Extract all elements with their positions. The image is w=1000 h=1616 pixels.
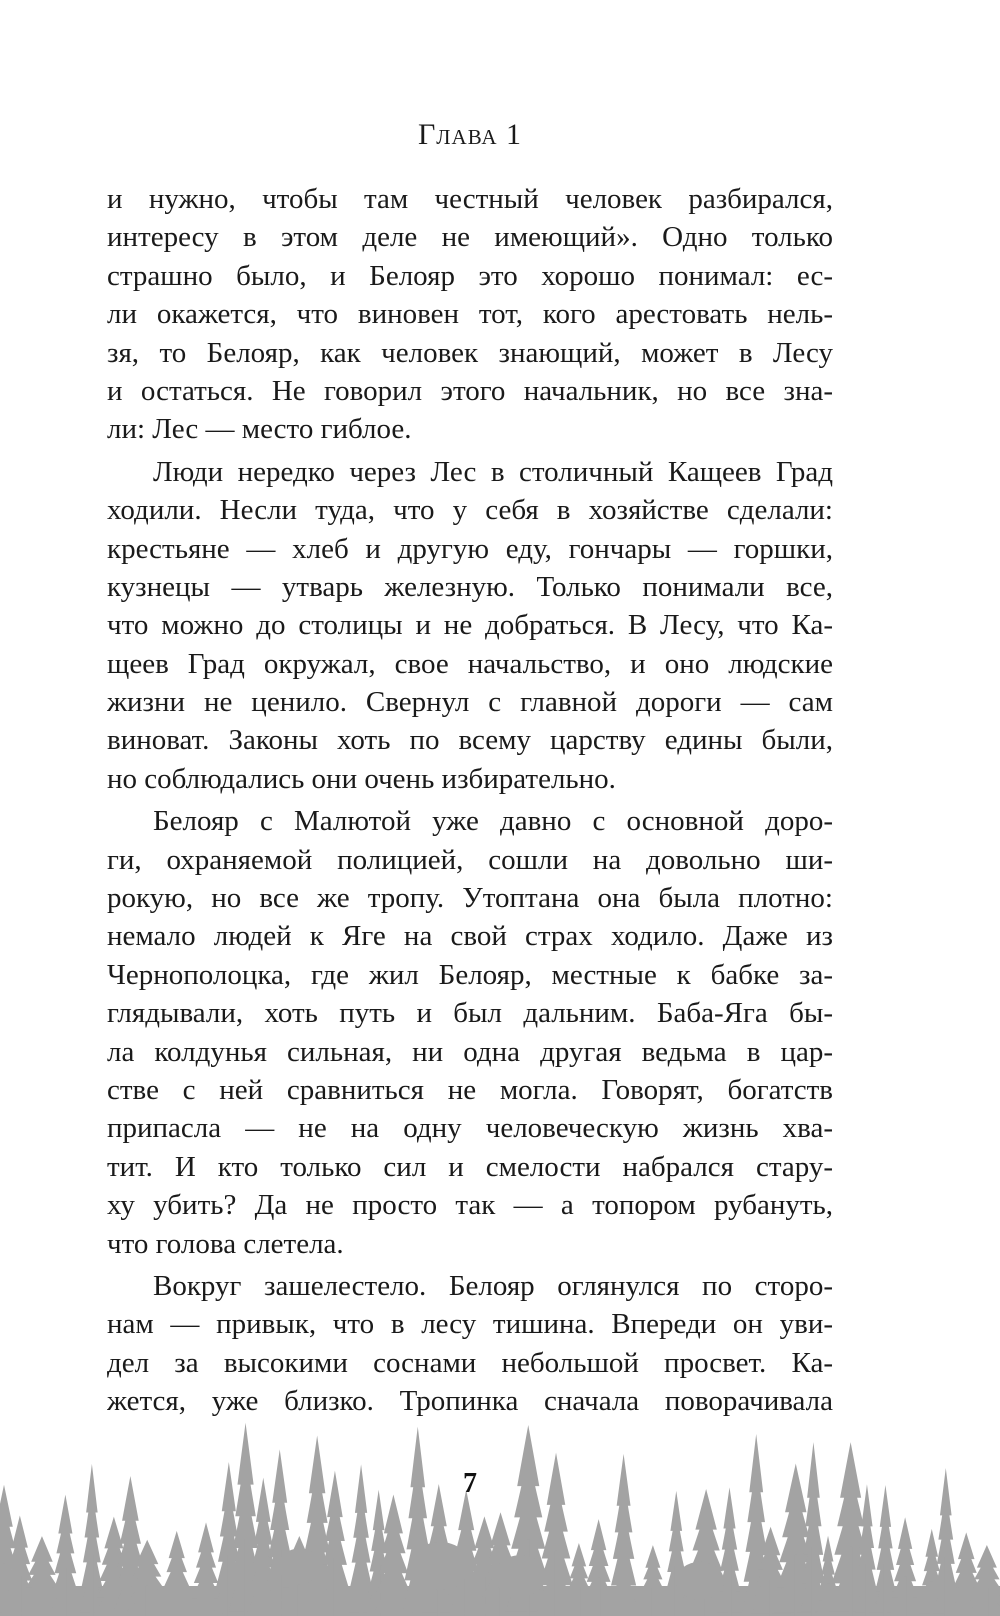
text-line: нам — привык, что в лесу тишина. Впереди он уви- <box>107 1308 833 1341</box>
text-line: ли: Лес — место гиблое. <box>107 413 412 446</box>
text-line: ги, охраняемой полицией, сошли на довольно ши- <box>107 843 833 876</box>
text-line: припасла — не на одну человеческую жизнь хва- <box>107 1112 833 1145</box>
tree-trunk <box>333 1558 336 1616</box>
text-line: глядывали, хоть путь и был дальним. Баба-Яга бы- <box>107 997 833 1030</box>
page-number: 7 <box>463 1468 477 1499</box>
tree-trunk <box>40 1584 43 1616</box>
tree-trunk <box>205 1579 208 1616</box>
paragraph-1 <box>107 180 833 449</box>
text-line: немало людей к Яге на свой страх ходило. Даже из <box>107 920 833 953</box>
tree-trunk <box>360 1555 363 1616</box>
text-line: и нужно, чтобы там честный человек разбирался, <box>107 183 833 215</box>
tree-trunk <box>175 1582 178 1616</box>
text-line: что голова слетела. <box>107 1227 344 1260</box>
text-line: страшно было, и Белояр это хорошо понимал: ес- <box>107 259 833 292</box>
tree-trunk <box>555 1551 558 1616</box>
text-line: жется, уже близко. Тропинка сначала поворачивала <box>107 1385 833 1418</box>
paragraph-4 <box>107 1267 833 1421</box>
text-line: рокую, но все же тропу. Утоптана она была плотно: <box>107 882 833 915</box>
tree-trunk <box>769 1580 772 1616</box>
tree-trunk <box>930 1581 933 1616</box>
text-line: Вокруг зашелестело. Белояр оглянулся по сторо- <box>153 1269 833 1302</box>
tree-trunk <box>812 1546 815 1616</box>
text-line: виноват. Законы хоть по всему царству едины были, <box>107 724 833 757</box>
tree-trunk <box>622 1551 625 1616</box>
text-line: и остаться. Не говорил этого начальник, но все зна- <box>107 374 833 407</box>
bush-shape <box>494 1555 546 1597</box>
tree-trunk <box>597 1577 600 1616</box>
text-line: щеев Град окружал, свое начальство, и оно людские <box>107 647 833 680</box>
tree-trunk <box>794 1555 797 1616</box>
tree-trunk <box>577 1587 580 1616</box>
text-line: что можно до столицы и не добраться. В Лесу, что Ка- <box>107 609 833 642</box>
text-line: ли окажется, что виновен тот, кого арестовать нель- <box>107 298 833 331</box>
tree-trunk <box>944 1557 947 1616</box>
bush-shape <box>278 1548 322 1583</box>
tree-trunk <box>262 1561 265 1616</box>
text-line: тит. И кто только сил и смелости набрался стару- <box>107 1150 833 1183</box>
paragraph-2 <box>107 453 833 799</box>
tree-trunk <box>227 1554 230 1616</box>
text-line: крестьяне — хлеб и другую еду, гончары — горшки, <box>107 532 833 565</box>
chapter-title: Глава 1 <box>417 118 523 151</box>
text-line: зя, то Белояр, как человек знающий, может в Лесу <box>107 336 833 369</box>
tree-trunk <box>728 1565 731 1616</box>
text-line: Люди нередко через Лес в столичный Кащеев Град <box>153 455 833 488</box>
text-line: ла колдунья сильная, ни одна другая ведьма в цар- <box>107 1035 833 1068</box>
tree-trunk <box>675 1566 678 1616</box>
text-line: стве с ней сравниться не могла. Говорят, богатств <box>107 1073 833 1106</box>
tree-trunk <box>18 1576 21 1616</box>
tree-trunk <box>90 1555 93 1616</box>
text-line: дел за высокими соснами небольшой просвет. Ка- <box>107 1346 833 1379</box>
text-line: ходили. Несли туда, что у себя в хозяйстве сделали: <box>107 494 833 527</box>
text-line: жизни не ценило. Свернул с главной дороги — сам <box>107 686 833 719</box>
text-line: интересу в этом деле не имеющий». Одно только <box>107 221 833 254</box>
tree-trunk <box>651 1588 654 1616</box>
tree-trunk <box>3 1563 6 1616</box>
text-line: Белояр с Малютой уже давно с основной доро- <box>153 805 833 838</box>
tree-trunk <box>884 1564 887 1616</box>
tree-trunk <box>985 1588 988 1616</box>
text-line: ху убить? Да не просто так — а топором рубануть, <box>107 1189 833 1222</box>
tree-trunk <box>244 1539 247 1616</box>
tree-trunk <box>392 1567 395 1616</box>
body-text <box>107 180 833 1421</box>
tree-trunk <box>865 1563 868 1616</box>
text-line: кузнецы — утварь железную. Только понимали все, <box>107 570 833 603</box>
tree-trunk <box>965 1583 968 1616</box>
paragraph-3 <box>107 802 833 1263</box>
tree-trunk <box>64 1567 67 1616</box>
tree-trunk <box>849 1546 852 1616</box>
text-line: Чернополоцка, где жил Белояр, местные к бабке за- <box>107 958 833 991</box>
forest-silhouette-illustration <box>0 1416 1000 1616</box>
bush-shape <box>676 1562 724 1600</box>
tree-trunk <box>146 1585 149 1616</box>
text-line: но соблюдались они очень избирательно. <box>107 762 616 795</box>
tree-trunk <box>904 1576 907 1616</box>
bush-shape <box>410 1542 470 1590</box>
